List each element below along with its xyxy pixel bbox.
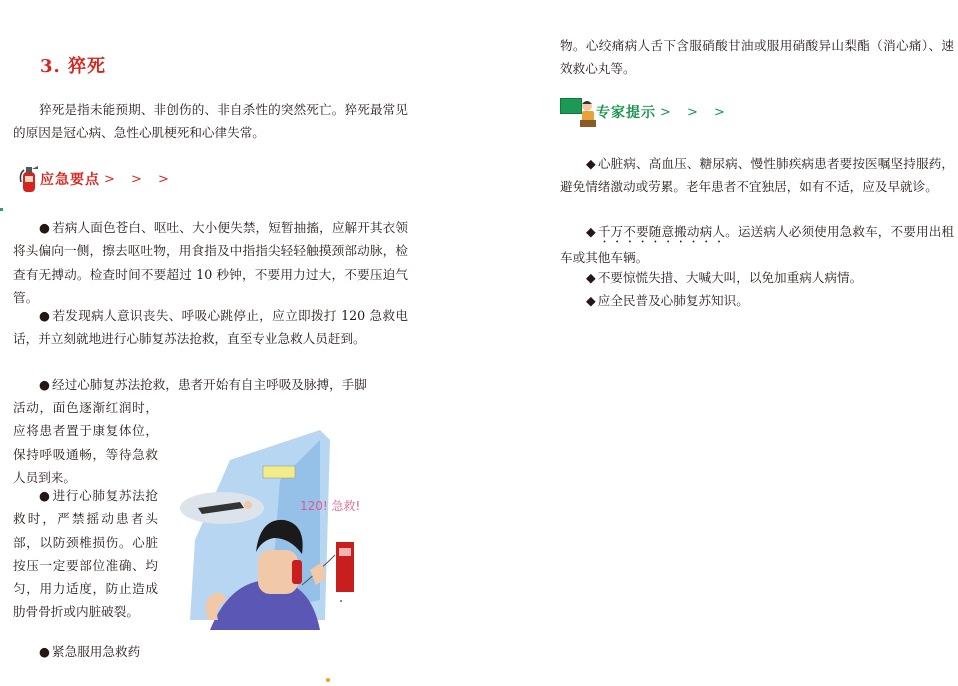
illustration-caption: 120! 急救!	[300, 499, 361, 513]
page-edge-mark	[0, 208, 3, 211]
emergency-item-5: ● 紧急服用急救药	[39, 644, 141, 659]
diamond-bullet-icon: ◆	[586, 224, 596, 239]
emergency-heading-label: 应急要点	[40, 172, 100, 188]
bullet-icon: ●	[39, 377, 50, 392]
expert-tip-4: ◆ 应全民普及心肺复苏知识。	[586, 293, 749, 308]
emergency-item-1: ● 若病人面色苍白、呕吐、大小便失禁，短暂抽搐，应解开其衣领将头偏向一侧，擦去呕吐物，用食指及中指指尖轻轻触摸颈部动脉，检查有无搏动。检查时间不要超过 10 秒钟，不要用力过大，不要压迫气管。	[13, 220, 408, 305]
expert-tip-3: ◆ 不要惊慌失措、大喊大叫，以免加重病人病情。	[586, 270, 863, 285]
emergency-item-4: ● 进行心肺复苏法抢救时，严禁摇动患者头部，以防颈椎损伤。心脏按压一定要部位准确、均匀，用力适度，防止造成肋骨骨折或内脏破裂。	[13, 488, 158, 620]
continued-paragraph: 物。心绞痛病人舌下含服硝酸甘油或服用硝酸异山梨酯（消心痛）、速效救心丸等。	[560, 38, 954, 76]
page-decoration-dot	[326, 678, 330, 682]
emphasized-text: 千万不要随意搬动病人	[597, 224, 726, 239]
diamond-bullet-icon: ◆	[586, 156, 596, 171]
section-title: 3. 猝死	[40, 56, 107, 77]
diamond-bullet-icon: ◆	[586, 293, 596, 308]
emergency-item-3-line1: ● 经过心肺复苏法抢救，患者开始有自主呼吸及脉搏，手脚	[39, 377, 367, 392]
expert-tip-2: ◆ 千万不要随意搬动病人。运送病人必须使用急救车，不要用出租车或其他车辆。	[560, 224, 955, 265]
emergency-item-3-cont: 活动，面色逐渐红润时，应将患者置于康复体位，保持呼吸通畅，等待急救人员到来。	[13, 400, 158, 485]
expert-heading-arrows: > > >	[660, 104, 731, 120]
emergency-item-2: ● 若发现病人意识丧失、呼吸心跳停止，应立即拨打 120 急救电话，并立刻就地进行心肺复苏法抢救，直至专业急救人员赶到。	[13, 308, 408, 347]
emergency-heading	[18, 164, 175, 194]
fire-extinguisher-icon	[18, 164, 40, 194]
diamond-bullet-icon: ◆	[586, 270, 596, 285]
teacher-at-chalkboard-icon	[560, 96, 596, 128]
left-page	[0, 0, 420, 686]
person-calling-emergency-phone	[170, 420, 405, 660]
right-page	[540, 0, 958, 686]
expert-heading-label: 专家提示	[596, 105, 656, 121]
expert-tip-1: ◆ 心脏病、高血压、糖尿病、慢性肺疾病患者要按医嘱坚持服药，避免情绪激动或劳累。老年患者不宜独居，如有不适，应及早就诊。	[560, 156, 955, 194]
emergency-heading-arrows: > > >	[104, 171, 175, 187]
bullet-icon: ●	[39, 220, 51, 235]
bullet-icon: ●	[39, 644, 50, 659]
bullet-icon: ●	[39, 308, 51, 323]
expert-heading	[560, 96, 731, 128]
bullet-icon: ●	[39, 488, 51, 503]
intro-paragraph: 猝死是指未能预期、非创伤的、非自杀性的突然死亡。猝死最常见的原因是冠心病、急性心肌梗死和心律失常。	[13, 102, 408, 140]
